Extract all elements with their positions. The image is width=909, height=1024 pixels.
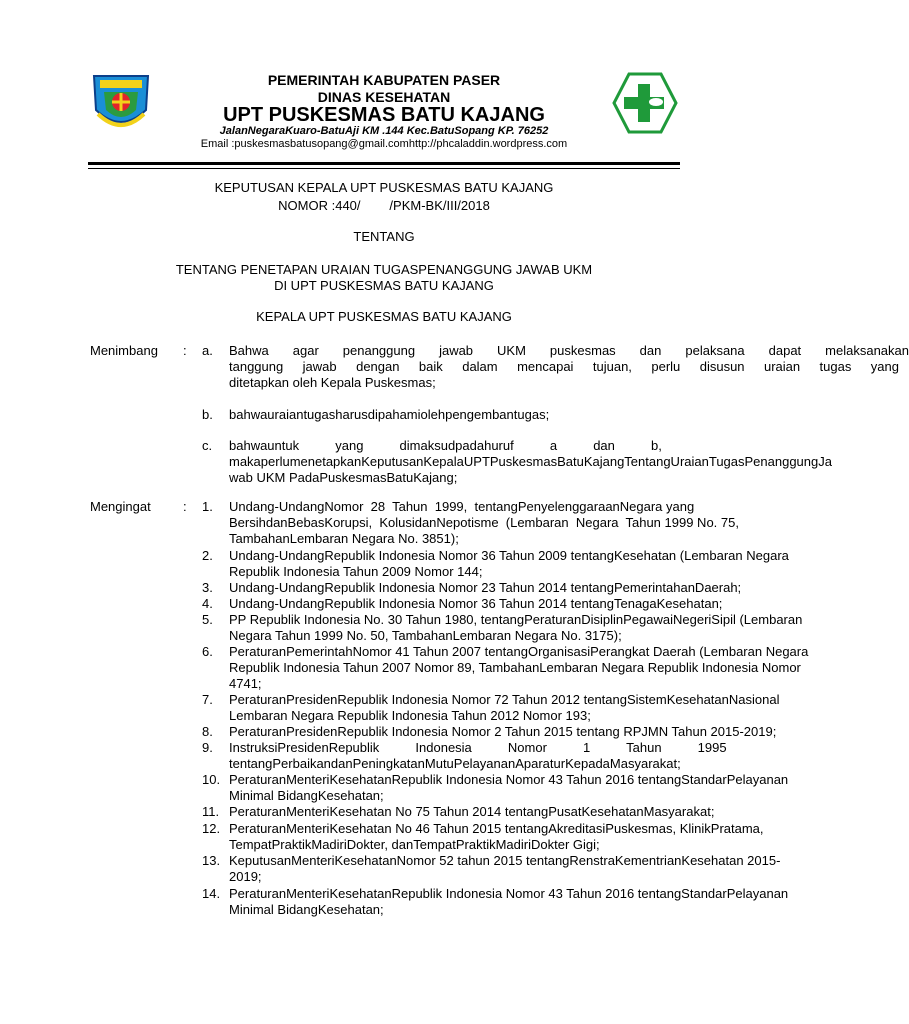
mengingat-label: Mengingat [90,499,151,514]
menimbang-marker: a. [202,343,213,358]
mengingat-marker: 13. [202,853,221,868]
header-institution: UPT PUSKESMAS BATU KAJANG [223,104,545,126]
mengingat-line: InstruksiPresidenRepublik Indonesia Nomor 1 Tahun 1995 [229,740,727,755]
mengingat-line: Undang-UndangNomor 28 Tahun 1999, tentangPenyelenggaraanNegara yang [229,499,695,514]
mengingat-line: tentangPerbaikandanPeningkatanMutuPelayananAparaturKepadaMasyarakat; [229,756,681,771]
mengingat-marker: 12. [202,821,221,836]
mengingat-marker: 6. [202,644,213,659]
mengingat-line: Undang-UndangRepublik Indonesia Nomor 23 Tahun 2014 tentangPemerintahanDaerah; [229,580,742,595]
letterhead-rule-thin [88,168,680,169]
mengingat-line: Undang-UndangRepublik Indonesia Nomor 36 Tahun 2009 tentangKesehatan (Lembaran Negara [229,548,789,563]
mengingat-line: PeraturanMenteriKesehatan No 75 Tahun 2014 tentangPusatKesehatanMasyarakat; [229,804,715,819]
mengingat-marker: 8. [202,724,213,739]
menimbang-line: bahwauraiantugasharusdipahamiolehpengembantugas; [229,407,550,422]
mengingat-line: PeraturanPemerintahNomor 41 Tahun 2007 tentangOrganisasiPerangkat Daerah (Lembaran Negara [229,644,809,659]
mengingat-line: PeraturanMenteriKesehatanRepublik Indonesia Nomor 43 Tahun 2016 tentangStandarPelayanan [229,772,789,787]
mengingat-marker: 10. [202,772,221,787]
menimbang-line: wab UKM PadaPuskesmasBatuKajang; [229,470,458,485]
head-title: KEPALA UPT PUSKESMAS BATU KAJANG [256,309,512,324]
mengingat-line: KeputusanMenteriKesehatanNomor 52 tahun 2015 tentangRenstraKementrianKesehatan 2015- [229,853,781,868]
menimbang-marker: b. [202,407,213,422]
menimbang-colon: : [183,343,187,358]
mengingat-marker: 3. [202,580,213,595]
menimbang-marker: c. [202,438,213,453]
mengingat-marker: 4. [202,596,213,611]
header-address: JalanNegaraKuaro-BatuAji KM .144 Kec.BatuSopang KP. 76252 [219,125,549,137]
mengingat-line: PeraturanPresidenRepublik Indonesia Nomor 72 Tahun 2012 tentangSistemKesehatanNasional [229,692,780,707]
decree-number: NOMOR :440/ /PKM-BK/III/2018 [278,198,490,213]
header-department: DINAS KESEHATAN [317,89,451,105]
mengingat-marker: 5. [202,612,213,627]
menimbang-line: tanggung jawab dengan baik dalam mencapai tujuan, perlu disusun uraian tugas yang [229,359,899,374]
menimbang-line: ditetapkan oleh Kepala Puskesmas; [229,375,436,390]
mengingat-marker: 11. [202,804,220,819]
mengingat-marker: 14. [202,886,221,901]
mengingat-line: TambahanLembaran Negara No. 3851); [229,531,459,546]
mengingat-line: Undang-UndangRepublik Indonesia Nomor 36 Tahun 2014 tentangTenagaKesehatan; [229,596,723,611]
menimbang-line: Bahwa agar penanggung jawab UKM puskesmas dan pelaksana dapat melaksanakan [229,343,909,358]
mengingat-line: BersihdanBebasKorupsi, KolusidanNepotisme (Lembaran Negara Tahun 1999 No. 75, [229,515,739,530]
mengingat-colon: : [183,499,187,514]
decree-title: KEPUTUSAN KEPALA UPT PUSKESMAS BATU KAJANG [214,180,554,195]
mengingat-marker: 7. [202,692,213,707]
mengingat-line: Republik Indonesia Tahun 2009 Nomor 144; [229,564,483,579]
mengingat-line: Minimal BidangKesehatan; [229,902,384,917]
mengingat-line: Lembaran Negara Republik Indonesia Tahun 2012 Nomor 193; [229,708,591,723]
mengingat-line: 2019; [229,869,262,884]
subject-line-2: DI UPT PUSKESMAS BATU KAJANG [274,278,494,293]
mengingat-marker: 2. [202,548,213,563]
header-email: Email :puskesmasbatusopang@gmail.comhttp://phcaladdin.wordpress.com [200,138,568,150]
mengingat-marker: 1. [202,499,213,514]
mengingat-line: PeraturanPresidenRepublik Indonesia Nomor 2 Tahun 2015 tentang RPJMN Tahun 2015-2019; [229,724,777,739]
mengingat-marker: 9. [202,740,213,755]
mengingat-line: PeraturanMenteriKesehatanRepublik Indonesia Nomor 43 Tahun 2016 tentangStandarPelayanan [229,886,789,901]
mengingat-line: PP Republik Indonesia No. 30 Tahun 1980, tentangPeraturanDisiplinPegawaiNegeriSipil (Lembaran [229,612,803,627]
tentang-heading: TENTANG [353,229,415,244]
mengingat-line: Minimal BidangKesehatan; [229,788,384,803]
mengingat-line: 4741; [229,676,262,691]
header-government: PEMERINTAH KABUPATEN PASER [267,72,501,88]
mengingat-line: Negara Tahun 1999 No. 50, TambahanLembaran Negara No. 3175); [229,628,622,643]
mengingat-line: TempatPraktikMadiriDokter, danTempatPraktikMadiriDokter Gigi; [229,837,600,852]
menimbang-label: Menimbang [90,343,158,358]
subject-line-1: TENTANG PENETAPAN URAIAN TUGASPENANGGUNG JAWAB UKM [175,262,593,277]
letterhead-rule-thick [88,162,680,165]
mengingat-line: Republik Indonesia Tahun 2007 Nomor 89, TambahanLembaran Negara Republik Indonesia Nomor [229,660,801,675]
menimbang-line: bahwauntuk yang dimaksudpadahuruf a dan b, [229,438,662,453]
menimbang-line: makaperlumenetapkanKeputusanKepalaUPTPuskesmasBatuKajangTentangUraianTugasPenanggungJa [229,454,832,469]
mengingat-line: PeraturanMenteriKesehatan No 46 Tahun 2015 tentangAkreditasiPuskesmas, KlinikPratama, [229,821,764,836]
